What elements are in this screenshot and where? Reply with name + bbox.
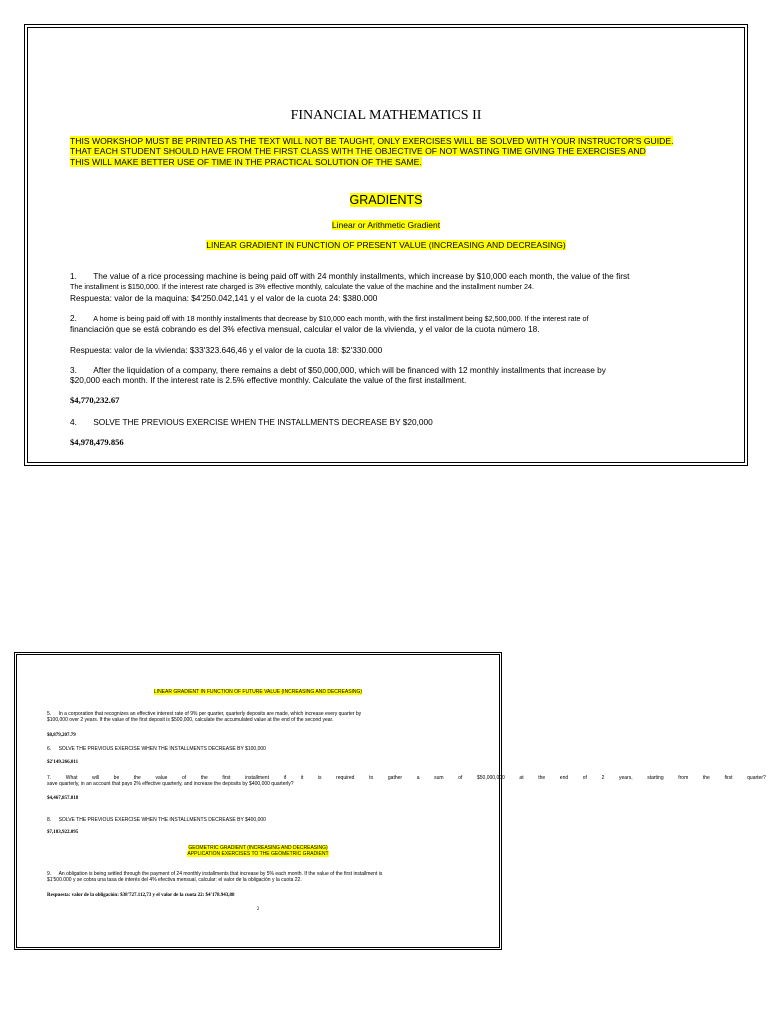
intro-line-2: THAT EACH STUDENT SHOULD HAVE FROM THE FIRST CLASS WITH THE OBJECTIVE OF NOT WASTING TIME GIVING THE EXERCISES AND — [70, 146, 646, 157]
exercise-word: it — [300, 775, 304, 781]
exercise-text: $1'500.000 y se cobra una tasa de interés del 4% efectiva mensual, calcular: el valor de la obligación y la cuota 22. — [47, 877, 302, 884]
exercise-number: 9. — [47, 871, 52, 877]
exercise-word: first — [724, 775, 733, 781]
exercise-word: the — [702, 775, 710, 781]
exercise-word: What — [65, 775, 78, 781]
exercise-text: $20,000 each month. If the interest rate is 2.5% effective monthly. Calculate the value of the first installment. — [70, 375, 467, 386]
exercise-number: 8. — [47, 817, 52, 823]
exercise-6-answer: $2'149.266,011 — [47, 760, 79, 765]
exercise-7 — [47, 775, 766, 788]
exercise-word: starting — [647, 775, 664, 781]
exercise-number: 7. — [47, 775, 52, 781]
geometric-title-wrap — [17, 845, 499, 858]
exercise-text: The value of a rice processing machine is being paid off with 24 monthly installments, which increase by $10,000 each month, the value of the first — [93, 271, 630, 281]
exercise-word: of — [458, 775, 463, 781]
exercise-text: After the liquidation of a company, there remains a debt of $50,000,000, which will be financed with 12 monthly installments that increase by — [93, 365, 606, 375]
future-value-section-title: LINEAR GRADIENT IN FUNCTION OF FUTURE VALUE (INCREASING AND DECREASING) — [153, 689, 363, 695]
page-number: 2 — [256, 907, 260, 912]
exercise-1 — [70, 271, 629, 303]
exercise-text: $100,000 over 2 years. If the value of the first deposit is $500,000, calculate the accumulated value at the end of the second year. — [47, 717, 334, 724]
exercise-9 — [47, 871, 382, 884]
exercise-word: will — [92, 775, 100, 781]
linear-gradient-subheading: Linear or Arithmetic Gradient — [331, 220, 441, 230]
intro-line-3: THIS WILL MAKE BETTER USE OF TIME IN THE PRACTICAL SOLUTION OF THE SAME. — [70, 156, 422, 167]
exercise-text: SOLVE THE PREVIOUS EXERCISE WHEN THE INSTALLMENTS DECREASE BY $20,000 — [93, 417, 433, 427]
exercise-text: SOLVE THE PREVIOUS EXERCISE WHEN THE INSTALLMENTS DECREASE BY $400,000 — [58, 817, 266, 823]
exercise-answer: Respuesta: valor de la maquina: $4'250.042,141 y el valor de la cuota 24: $380.000 — [70, 292, 378, 303]
exercise-word: if — [283, 775, 287, 781]
exercise-word: the — [133, 775, 141, 781]
exercise-text: An obligation is being settled through the payment of 24 monthly installments that increase by 5% each month. If the value of the first installment is — [58, 871, 383, 877]
workshop-intro — [70, 136, 710, 167]
exercise-number: 3. — [70, 365, 77, 375]
exercise-2-answer: Respuesta: valor de la vivienda: $33'323.646,46 y el valor de la cuota 18: $2'330.000 — [70, 345, 383, 355]
exercise-3-answer: $4,770,232.67 — [70, 395, 120, 405]
document-page-2 — [14, 652, 766, 950]
exercise-word: of — [182, 775, 187, 781]
page-title: FINANCIAL MATHEMATICS II — [290, 108, 482, 123]
exercise-3 — [70, 365, 606, 386]
document-page-1 — [24, 24, 748, 466]
exercise-word: first — [222, 775, 231, 781]
exercise-4-answer: $4,978,479.856 — [70, 437, 124, 447]
exercise-5 — [47, 711, 361, 724]
geometric-application-title: APPLICATION EXERCISES TO THE GEOMETRIC GRADIENT — [187, 851, 329, 858]
exercise-9-answer: Respuesta: valor de la obligación: $38'727.112,73 y el valor de la cuota 22: $4'178.943,88 — [47, 893, 235, 898]
exercise-word: quarter? — [747, 775, 766, 781]
exercise-text: save quarterly, in an account that pays 2% effective quarterly, and increase the deposits by $400,000 quarterly? — [47, 781, 294, 788]
exercise-word: years, — [618, 775, 633, 781]
exercise-text: The installment is $150,000. If the interest rate charged is 3% effective monthly, calculate the value of the machine and the installment number 24. — [70, 282, 534, 292]
exercise-word: $50,000,000 — [476, 775, 505, 781]
exercise-number: 4. — [70, 417, 77, 427]
exercise-word: sum — [434, 775, 444, 781]
exercise-word: of — [582, 775, 587, 781]
exercise-number: 5. — [47, 711, 52, 717]
exercise-word: installment — [245, 775, 269, 781]
exercise-word: gather — [387, 775, 403, 781]
exercise-7-answer: $4,467,857.818 — [47, 796, 79, 801]
gradients-heading: GRADIENTS — [349, 193, 423, 207]
exercise-number: 1. — [70, 271, 77, 281]
exercise-word: required — [336, 775, 355, 781]
present-value-section-title: LINEAR GRADIENT IN FUNCTION OF PRESENT VALUE (INCREASING AND DECREASING) — [206, 240, 566, 250]
gradients-heading-wrap — [28, 193, 744, 207]
subheading-wrap — [28, 220, 744, 230]
exercise-8-answer: $7,183,922.095 — [47, 830, 79, 835]
exercise-6 — [47, 746, 266, 752]
exercise-word: at — [519, 775, 524, 781]
exercise-text: financiación que se está cobrando es del 3% efectiva mensual, calcular el valor de la vivienda, y el valor de la cuota número 18. — [70, 324, 540, 335]
exercise-word: 2 — [601, 775, 605, 781]
exercise-4 — [70, 417, 433, 427]
exercise-word: from — [678, 775, 689, 781]
exercise-text: SOLVE THE PREVIOUS EXERCISE WHEN THE INSTALLMENTS DECREASE BY $100,000 — [58, 746, 266, 752]
exercise-2 — [70, 313, 589, 335]
exercise-word: a — [416, 775, 420, 781]
exercise-word: the — [538, 775, 546, 781]
exercise-text: A home is being paid off with 18 monthly installments that decrease by $10,000 each month, with the first installment being $2,500,000. If the interest rate of — [93, 314, 589, 323]
intro-line-1: THIS WORKSHOP MUST BE PRINTED AS THE TEXT WILL NOT BE TAUGHT, ONLY EXERCISES WILL BE SOLVED WITH YOUR INSTRUCTOR'S GUIDE. — [70, 136, 674, 146]
exercise-word: end — [559, 775, 569, 781]
exercise-word: value — [155, 775, 168, 781]
section-wrap — [28, 240, 744, 250]
exercise-8 — [47, 817, 266, 823]
exercise-number: 2. — [70, 313, 77, 323]
exercise-word: the — [200, 775, 208, 781]
exercise-word: be — [113, 775, 120, 781]
exercise-word: is — [317, 775, 322, 781]
exercise-number: 6. — [47, 746, 52, 752]
exercise-word: to — [369, 775, 374, 781]
exercise-text: In a corporation that recognizes an effective interest rate of 9% per quarter, quarterly deposits are made, which increase every quarter by — [58, 711, 362, 717]
exercise-5-answer: $8,879,207.79 — [47, 733, 76, 738]
future-value-section-wrap — [17, 689, 499, 695]
geometric-gradient-title: GEOMETRIC GRADIENT (INCREASING AND DECREASING) — [188, 845, 328, 851]
